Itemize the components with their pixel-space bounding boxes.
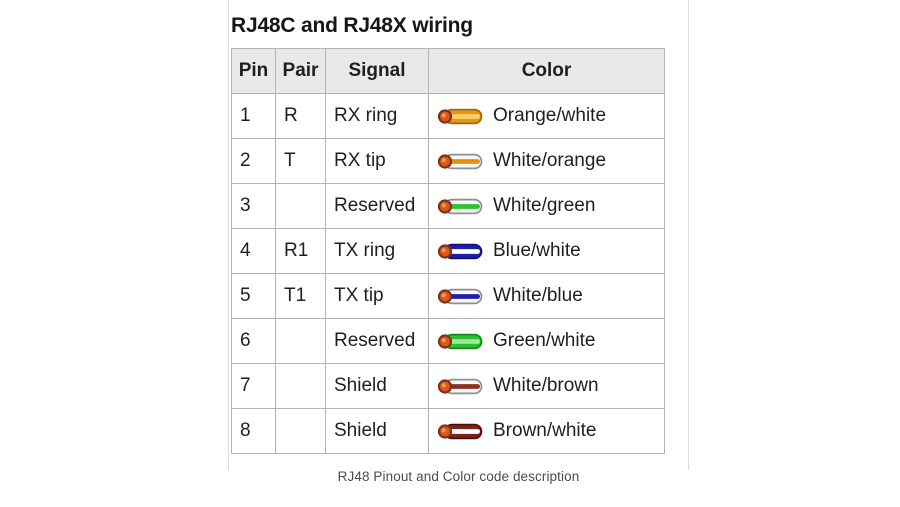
table-header-row [232, 49, 665, 94]
wire-color-icon [437, 197, 483, 216]
color-cell-content [437, 375, 664, 397]
color-label: White/blue [493, 285, 583, 306]
pair-cell [276, 184, 326, 229]
pair-cell: R1 [276, 229, 326, 274]
wire-color-icon [437, 422, 483, 441]
signal-cell: TX tip [326, 274, 429, 319]
color-cell-content [437, 105, 664, 127]
color-cell-content [437, 150, 664, 172]
color-label: Green/white [493, 330, 596, 351]
pair-cell [276, 319, 326, 364]
table-row [232, 274, 665, 319]
table-row [232, 409, 665, 454]
color-cell [429, 94, 665, 139]
table-row [232, 229, 665, 274]
color-cell-content [437, 285, 664, 307]
color-label: Orange/white [493, 105, 607, 126]
column-header-signal: Signal [326, 49, 429, 94]
color-label: White/green [493, 195, 596, 216]
wire-color-icon [437, 152, 483, 171]
table-header [232, 49, 665, 94]
signal-cell: TX ring [326, 229, 429, 274]
color-cell [429, 139, 665, 184]
color-cell [429, 364, 665, 409]
signal-cell: Reserved [326, 184, 429, 229]
color-cell-content [437, 420, 664, 442]
table-row [232, 364, 665, 409]
wiring-table [231, 48, 665, 454]
color-label: Brown/white [493, 420, 597, 441]
pair-cell: T1 [276, 274, 326, 319]
pair-cell [276, 364, 326, 409]
color-label: White/orange [493, 150, 607, 171]
pin-cell: 4 [232, 229, 276, 274]
wiring-figure [228, 0, 689, 484]
pair-cell: T [276, 139, 326, 184]
wire-color-icon [437, 107, 483, 126]
figure-title: RJ48C and RJ48X wiring [231, 14, 473, 37]
color-cell [429, 409, 665, 454]
column-header-color: Color [429, 49, 665, 94]
signal-cell: RX tip [326, 139, 429, 184]
pin-cell: 7 [232, 364, 276, 409]
wire-color-icon [437, 332, 483, 351]
table-row [232, 319, 665, 364]
color-cell [429, 319, 665, 364]
figure-caption: RJ48 Pinout and Color code description [337, 469, 580, 484]
color-label: Blue/white [493, 240, 581, 261]
color-cell [429, 184, 665, 229]
color-cell-content [437, 240, 664, 262]
color-cell-content [437, 195, 664, 217]
pin-cell: 3 [232, 184, 276, 229]
signal-cell: Shield [326, 409, 429, 454]
pin-cell: 2 [232, 139, 276, 184]
wire-color-icon [437, 287, 483, 306]
pair-cell [276, 409, 326, 454]
table-row [232, 184, 665, 229]
wire-color-icon [437, 377, 483, 396]
pair-cell: R [276, 94, 326, 139]
color-cell-content [437, 330, 664, 352]
color-cell [429, 274, 665, 319]
color-cell [429, 229, 665, 274]
signal-cell: RX ring [326, 94, 429, 139]
column-header-pair: Pair [276, 49, 326, 94]
pin-cell: 6 [232, 319, 276, 364]
signal-cell: Shield [326, 364, 429, 409]
table-row [232, 94, 665, 139]
pin-cell: 1 [232, 94, 276, 139]
table-body [232, 94, 665, 454]
table-row [232, 139, 665, 184]
pin-cell: 8 [232, 409, 276, 454]
signal-cell: Reserved [326, 319, 429, 364]
color-label: White/brown [493, 375, 599, 396]
column-header-pin: Pin [232, 49, 276, 94]
wire-color-icon [437, 242, 483, 261]
pin-cell: 5 [232, 274, 276, 319]
